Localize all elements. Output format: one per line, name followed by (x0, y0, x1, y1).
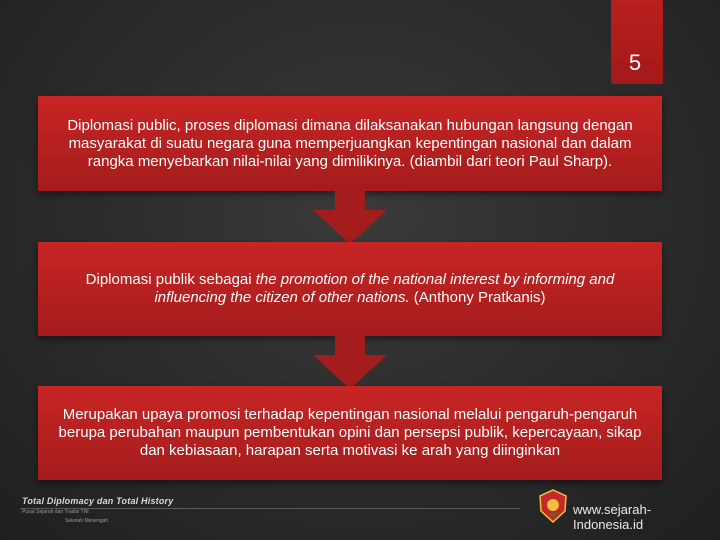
down-arrow-icon (313, 335, 387, 389)
content-box-1 (38, 96, 662, 191)
content-box-2-text (48, 271, 652, 307)
content-box-3 (38, 386, 662, 480)
content-box-2-text-start: Diplomasi publik sebagai (85, 271, 256, 288)
footer-title: Total Diplomacy dan Total History (22, 496, 174, 506)
content-box-3-text: Merupakan upaya promosi terhadap kepentingan nasional melalui pengaruh-pengaruh berupa perubahan maupun pembentukan opini dan persepsi publik, kepercayaan, sikap dan kebiasaan, harapan serta motivasi ke arah yang diinginkan (58, 406, 642, 459)
content-box-2 (38, 242, 662, 336)
emblem-logo-icon (538, 489, 568, 523)
content-box-1-text: Diplomasi public, proses diplomasi dimana dilaksanakan hubungan langsung dengan masyarakat di suatu negara guna memperjuangkan kepentingan nasional dan dalam rangka menyebarkan nilai-nilai yang dimilikinya. (diambil dari teori Paul Sharp). (67, 116, 633, 170)
footer-subtitle: Pusat Sejarah dan Tradisi TNI (22, 509, 89, 515)
content-box-2-attribution: (Anthony Pratkanis) (409, 289, 546, 306)
website-url: www.sejarah-Indonesia.id (573, 502, 652, 532)
content-box-2-quote: the promotion of the national interest by informing and influencing the citizen of other nations. (154, 271, 615, 306)
slide-number: 5 (628, 50, 642, 75)
footer-divider (20, 508, 520, 509)
down-arrow-icon (313, 190, 387, 244)
footer-small-text: Sekolah Menengah (65, 518, 109, 524)
